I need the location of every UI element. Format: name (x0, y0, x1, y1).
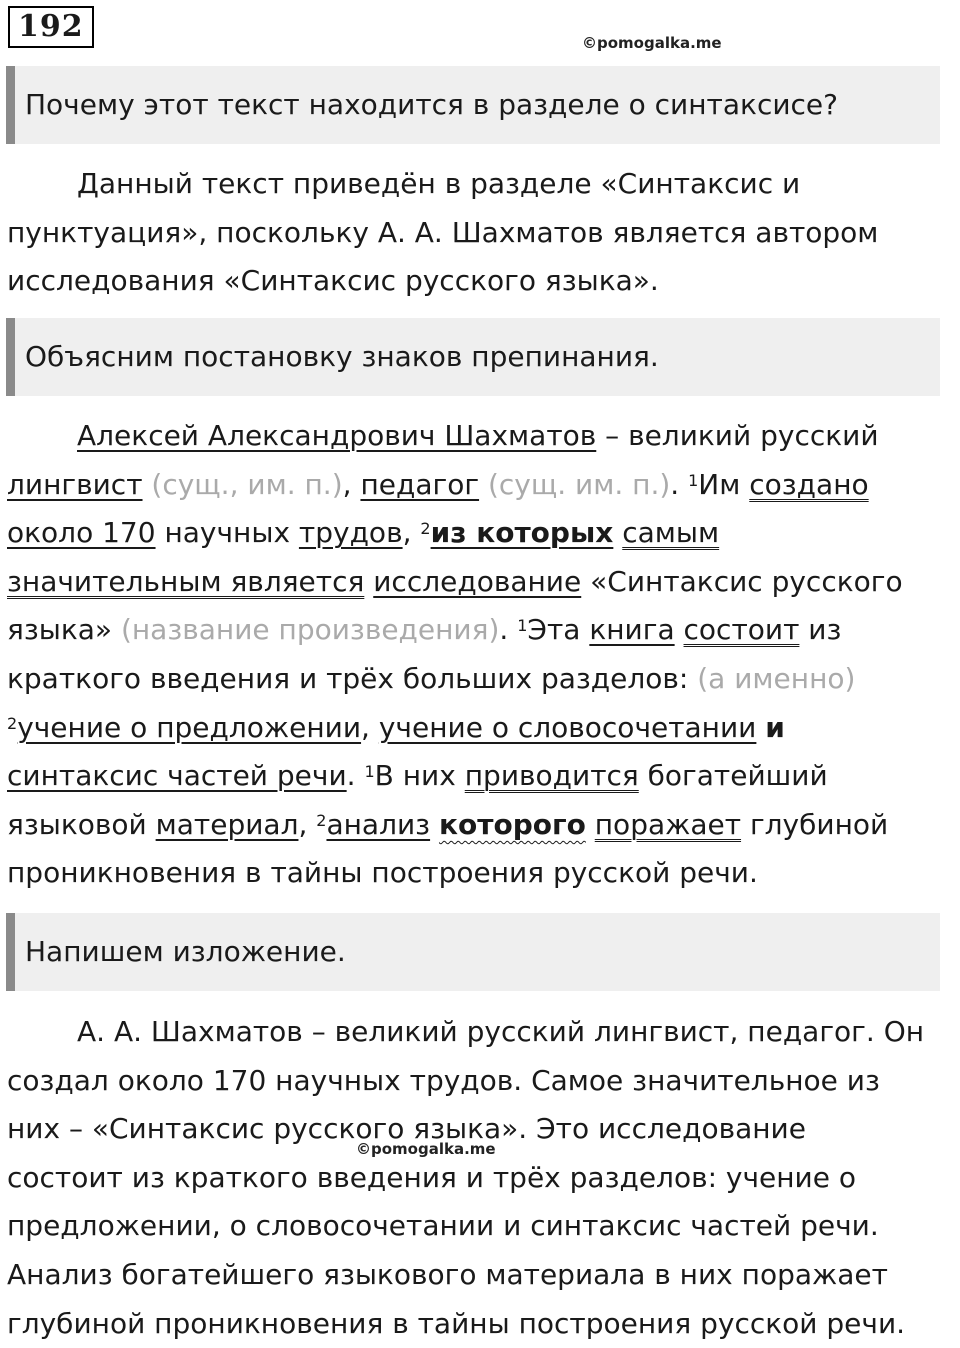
analysis-line (7, 801, 957, 850)
clause-index: 1 (688, 470, 699, 490)
essay-line: них – «Синтаксис русского языка». Это исследование (7, 1112, 806, 1146)
text: языка» (7, 613, 113, 647)
conjunction-i: и (765, 710, 785, 744)
analysis-line (7, 704, 957, 753)
question-bar-syntax (6, 66, 940, 144)
clause-index: 2 (420, 519, 431, 539)
question-bar-essay (6, 913, 940, 991)
question-bar-punctuation (6, 318, 940, 396)
subject-material: материал (155, 807, 299, 841)
answer-line: пунктуация», поскольку А. А. Шахматов является автором (7, 215, 879, 249)
exercise-number: 192 (8, 6, 94, 48)
appositive-linguist: лингвист (7, 467, 143, 501)
grammar-note: (а именно) (688, 661, 856, 695)
grammar-note: (сущ. им. п.) (479, 467, 671, 501)
text: , (298, 807, 308, 841)
analysis-line (7, 412, 957, 461)
watermark-middle: ©pomogalka.me (356, 1140, 496, 1158)
clause-index: 1 (364, 762, 375, 782)
text: . (499, 613, 509, 647)
analysis-line (7, 849, 957, 898)
text: языковой (7, 807, 156, 841)
analysis-line (7, 509, 957, 558)
text: В них (374, 759, 465, 793)
essay-line: предложении, о словосочетании и синтаксис частей речи. (7, 1209, 879, 1243)
text: богатейший (638, 759, 828, 793)
text: . (346, 759, 356, 793)
subject-kniga: книга (589, 613, 675, 647)
conjunctive-word-kotorogo: которого (438, 807, 586, 841)
essay-line: создал около 170 научных трудов. Самое значительное из (7, 1063, 880, 1097)
text: , (402, 516, 412, 550)
answer-paragraph (7, 160, 957, 306)
text: , (361, 710, 370, 744)
predicate-porazhaet: поражает (594, 807, 742, 841)
subject-underlined: Алексей Александрович Шахматов (77, 419, 597, 452)
subject-trudov: трудов (298, 516, 403, 550)
grammar-note: (название произведения) (112, 613, 500, 647)
analysis-line (7, 558, 957, 607)
question-text: Почему этот текст находится в разделе о синтаксисе? (25, 88, 839, 121)
text: , (342, 467, 352, 501)
watermark-top: ©pomogalka.me (582, 34, 722, 52)
text: научных (155, 516, 299, 550)
analysis-paragraph (7, 412, 957, 898)
predicate-samym: самым (622, 516, 720, 550)
subject-uchenie-predlozhenie: учение о предложении (17, 710, 362, 744)
text: из (799, 613, 842, 647)
analysis-line (7, 461, 957, 510)
text: краткого введения и трёх больших разделов: (7, 661, 689, 695)
clause-index: 2 (316, 810, 327, 830)
predicate-privoditsya: приводится (464, 759, 639, 793)
text: Им (698, 467, 741, 501)
analysis-line (7, 752, 957, 801)
essay-line: Анализ богатейшего языкового материала в них поражает (7, 1257, 888, 1291)
text: «Синтаксис русского (581, 564, 903, 598)
essay-paragraph (7, 1008, 957, 1348)
subject-analiz: анализ (326, 807, 431, 841)
answer-line: исследования «Синтаксис русского языка». (7, 264, 659, 298)
subject-issledovanie: исследование (373, 564, 582, 598)
text: Эта (527, 613, 590, 647)
subject-okolo-170: около 170 (7, 516, 156, 550)
question-text: Объясним постановку знаков препинания. (25, 340, 659, 373)
answer-line: Данный текст приведён в разделе «Синтаксис и (77, 167, 801, 200)
conjunctive-word-iz-kotoryh: из которых (430, 516, 614, 550)
text: . (670, 467, 680, 501)
question-text: Напишем изложение. (25, 935, 346, 968)
text: – великий русский (596, 419, 879, 452)
subject-uchenie-slovosochetanie: учение о словосочетании (378, 710, 757, 744)
essay-line: состоит из краткого введения и трёх разделов: учение о (7, 1160, 857, 1194)
clause-index: 1 (517, 616, 528, 636)
analysis-line (7, 655, 957, 704)
text: глубиной (741, 807, 889, 841)
predicate-znachitelnym: значительным является (7, 564, 365, 598)
essay-line: глубиной проникновения в тайны построения русской речи. (7, 1306, 906, 1340)
predicate-sostoit: состоит (683, 613, 800, 647)
predicate-sozdano: создано (749, 467, 869, 501)
text: проникновения в тайны построения русской речи. (7, 856, 758, 890)
essay-line: А. А. Шахматов – великий русский лингвист, педагог. Он (77, 1015, 925, 1048)
appositive-pedagog: педагог (360, 467, 480, 501)
clause-index: 2 (7, 713, 18, 733)
subject-sintaksis-chastey: синтаксис частей речи (7, 759, 347, 793)
grammar-note: (сущ., им. п.) (142, 467, 343, 501)
analysis-line (7, 606, 957, 655)
